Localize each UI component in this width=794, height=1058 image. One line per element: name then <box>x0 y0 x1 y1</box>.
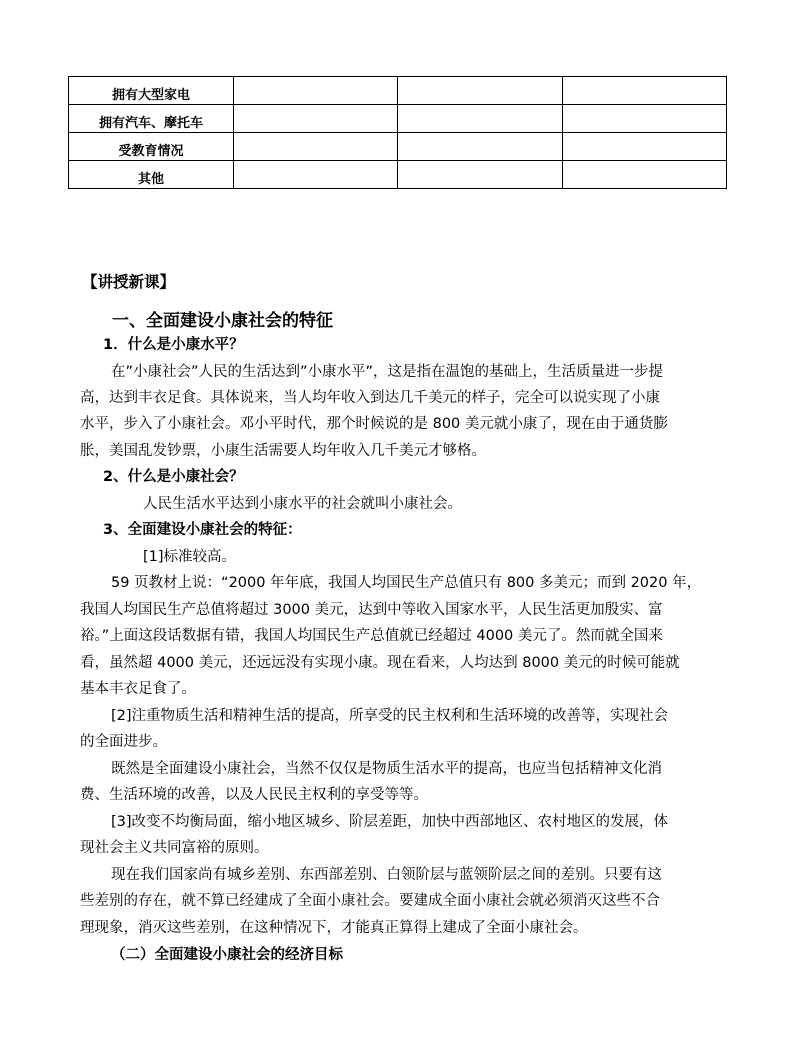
table-cell <box>563 161 727 189</box>
table-cell <box>234 105 398 133</box>
paragraph-line: 现在我们国家尚有城乡差别、东西部差别、白领阶层与蓝领阶层之间的差别。只要有这 <box>111 867 662 883</box>
paragraph-line: 我国人均国民生产总值将超过 3000 美元，达到中等收入国家水平，人民生活更加殷实、富 <box>80 602 663 618</box>
paragraph-line: 费、生活环境的改善，以及人民民主权利的享受等等。 <box>80 787 428 803</box>
heading-features: 一、全面建设小康社会的特征 <box>112 311 333 331</box>
table-row <box>69 133 727 161</box>
table-cell <box>563 133 727 161</box>
row-label: 拥有大型家电 <box>69 77 234 105</box>
paragraph-line: 在”小康社会”人民的生活达到”小康水平”，这是指在温饱的基础上，生活质量进一步提 <box>111 364 664 380</box>
survey-table <box>68 76 727 189</box>
heading-economic-goals: （二）全面建设小康社会的经济目标 <box>111 947 343 963</box>
paragraph-line: 些差别的存在，就不算已经建成了全面小康社会。要建成全面小康社会就必须消灭这些不合 <box>80 893 660 909</box>
question-3-title: 3、全面建设小康社会的特征： <box>103 522 302 538</box>
table-cell <box>234 77 398 105</box>
table-cell <box>398 161 563 189</box>
row-label: 其他 <box>69 161 234 189</box>
paragraph-line: 高，达到丰衣足食。具体说来，当人均年收入到达几千美元的样子，完全可以说实现了小康 <box>80 390 660 406</box>
paragraph-line: 人民生活水平达到小康水平的社会就叫小康社会。 <box>143 496 462 512</box>
paragraph-line: 看，虽然超 4000 美元，还远远没有实现小康。现在看来，人均达到 8000 美元的时候可能就 <box>80 655 680 671</box>
question-2-title: 2、什么是小康社会？ <box>103 469 244 485</box>
paragraph-line: 59 页教材上说：“2000 年年底，我国人均国民生产总值只有 800 多美元；而到 2020 年， <box>111 575 702 591</box>
paragraph-line: 既然是全面建设小康社会，当然不仅仅是物质生活水平的提高，也应当包括精神文化消 <box>111 761 662 777</box>
paragraph-line: 裕。”上面这段话数据有错，我国人均国民生产总值就已经超过 4000 美元了。然而就全国来 <box>80 628 663 644</box>
section-title: 【讲授新课】 <box>82 273 176 291</box>
paragraph-line: 基本丰衣足食了。 <box>80 681 196 697</box>
row-label: 受教育情况 <box>69 133 234 161</box>
paragraph-line: [2]注重物质生活和精神生活的提高，所享受的民主权利和生活环境的改善等，实现社会 <box>111 708 669 724</box>
table-cell <box>234 161 398 189</box>
paragraph-line: 现社会主义共同富裕的原则。 <box>80 840 269 856</box>
table-row <box>69 161 727 189</box>
paragraph-line: [3]改变不均衡局面，缩小地区城乡、阶层差距，加快中西部地区、农村地区的发展，体 <box>111 814 669 830</box>
table-cell <box>398 77 563 105</box>
table-cell <box>398 133 563 161</box>
table-cell <box>563 77 727 105</box>
paragraph-line: 胀，美国乱发钞票，小康生活需要人均年收入几千美元才够格。 <box>80 443 486 459</box>
row-label: 拥有汽车、摩托车 <box>69 105 234 133</box>
table-cell <box>398 105 563 133</box>
paragraph-line: 理现象，消灭这些差别，在这种情况下，才能真正算得上建成了全面小康社会。 <box>80 920 588 936</box>
table-row <box>69 105 727 133</box>
paragraph-line: [1]标准较高。 <box>143 549 237 565</box>
table-cell <box>563 105 727 133</box>
table-cell <box>234 133 398 161</box>
table-row <box>69 77 727 105</box>
paragraph-line: 的全面进步。 <box>80 734 167 750</box>
paragraph-line: 水平，步入了小康社会。邓小平时代，那个时候说的是 800 美元就小康了，现在由于通货膨 <box>80 416 668 432</box>
question-1-title: 1．什么是小康水平？ <box>103 337 244 353</box>
